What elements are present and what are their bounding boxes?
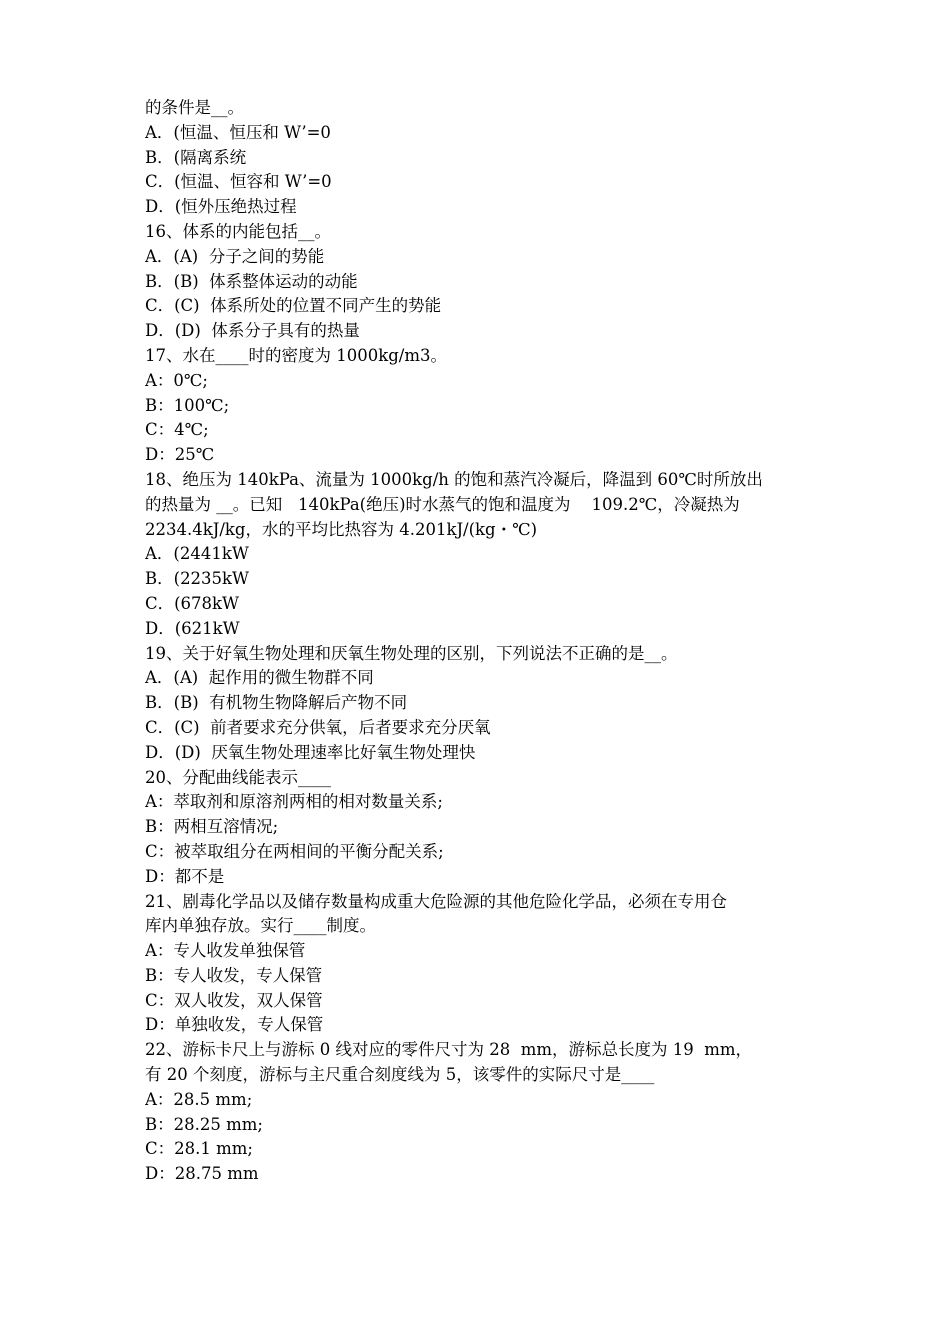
text-line-q15-tail: 的条件是__。: [145, 98, 244, 117]
text-line-q15-a: A．(恒温、恒压和 W’=0: [145, 122, 331, 142]
text-line-q18-3: 2234.4kJ/kg，水的平均比热容为 4.201kJ/(kg・℃): [145, 519, 538, 539]
text-line-q22-c: C：28.1 mm;: [145, 1139, 253, 1159]
text-line-q15-d: D．(恒外压绝热过程: [145, 197, 297, 217]
text-line-q21-d: D：单独收发，专人保管: [145, 1015, 324, 1035]
document-page: [145, 96, 810, 1187]
text-line-q17: 17、水在____时的密度为 1000kg/m3。: [145, 345, 447, 365]
text-line-q22-1: 22、游标卡尺上与游标 0 线对应的零件尺寸为 28 mm，游标总长度为 19 mm，: [145, 1040, 753, 1060]
text-line-q18-d: D．(621kW: [145, 618, 240, 638]
text-line-q16: 16、体系的内能包括__。: [145, 221, 331, 241]
text-line-q17-d: D：25℃: [145, 445, 215, 465]
text-line-q20-d: D：都不是: [145, 866, 225, 886]
text-line-q16-b: B．(B) 体系整体运动的动能: [145, 271, 358, 291]
text-line-q15-b: B．(隔离系统: [145, 147, 247, 167]
text-line-q21-a: A：专人收发单独保管: [145, 941, 306, 961]
text-line-q21-b: B：专人收发，专人保管: [145, 965, 323, 985]
text-line-q21-2: 库内单独存放。实行____制度。: [145, 916, 376, 936]
text-line-q15-c: C．(恒温、恒容和 W’=0: [145, 172, 332, 192]
text-line-q19: 19、关于好氧生物处理和厌氧生物处理的区别，下列说法不正确的是__。: [145, 643, 678, 663]
text-line-q18-b: B．(2235kW: [145, 569, 250, 589]
text-line-q16-c: C．(C) 体系所处的位置不同产生的势能: [145, 296, 442, 316]
text-line-q22-b: B：28.25 mm;: [145, 1114, 263, 1134]
text-line-q18-2: 的热量为 __。已知 140kPa(绝压)时水蒸气的饱和温度为 109.2℃，冷凝热为: [145, 494, 740, 514]
text-line-q20-c: C：被萃取组分在两相间的平衡分配关系;: [145, 841, 444, 861]
text-line-q20-b: B：两相互溶情况;: [145, 817, 279, 837]
text-line-q17-a: A：0℃;: [145, 370, 208, 390]
text-line-q17-b: B：100℃;: [145, 395, 230, 415]
text-line-q18-a: A．(2441kW: [145, 544, 249, 564]
text-line-q20: 20、分配曲线能表示____: [145, 767, 331, 787]
text-line-q19-c: C．(C) 前者要求充分供氧，后者要求充分厌氧: [145, 717, 491, 737]
text-line-q17-c: C：4℃;: [145, 420, 209, 440]
text-line-q19-b: B．(B) 有机物生物降解后产物不同: [145, 693, 408, 713]
text-line-q16-d: D．(D) 体系分子具有的热量: [145, 321, 360, 341]
text-line-q19-d: D．(D) 厌氧生物处理速率比好氧生物处理快: [145, 742, 476, 762]
text-line-q22-2: 有 20 个刻度，游标与主尺重合刻度线为 5，该零件的实际尺寸是____: [145, 1065, 655, 1085]
text-line-q22-d: D：28.75 mm: [145, 1164, 259, 1184]
text-line-q20-a: A：萃取剂和原溶剂两相的相对数量关系;: [145, 792, 443, 812]
text-line-q22-a: A：28.5 mm;: [145, 1089, 253, 1109]
text-line-q21-1: 21、剧毒化学品以及储存数量构成重大危险源的其他危险化学品，必须在专用仓: [145, 891, 727, 911]
text-line-q19-a: A．(A) 起作用的微生物群不同: [145, 668, 374, 688]
text-line-q18-c: C．(678kW: [145, 593, 240, 613]
text-line-q18-1: 18、绝压为 140kPa、流量为 1000kg/h 的饱和蒸汽冷凝后，降温到 60℃时所放出: [145, 469, 763, 489]
text-line-q16-a: A．(A) 分子之间的势能: [145, 246, 325, 266]
text-line-q21-c: C：双人收发，双人保管: [145, 990, 323, 1010]
